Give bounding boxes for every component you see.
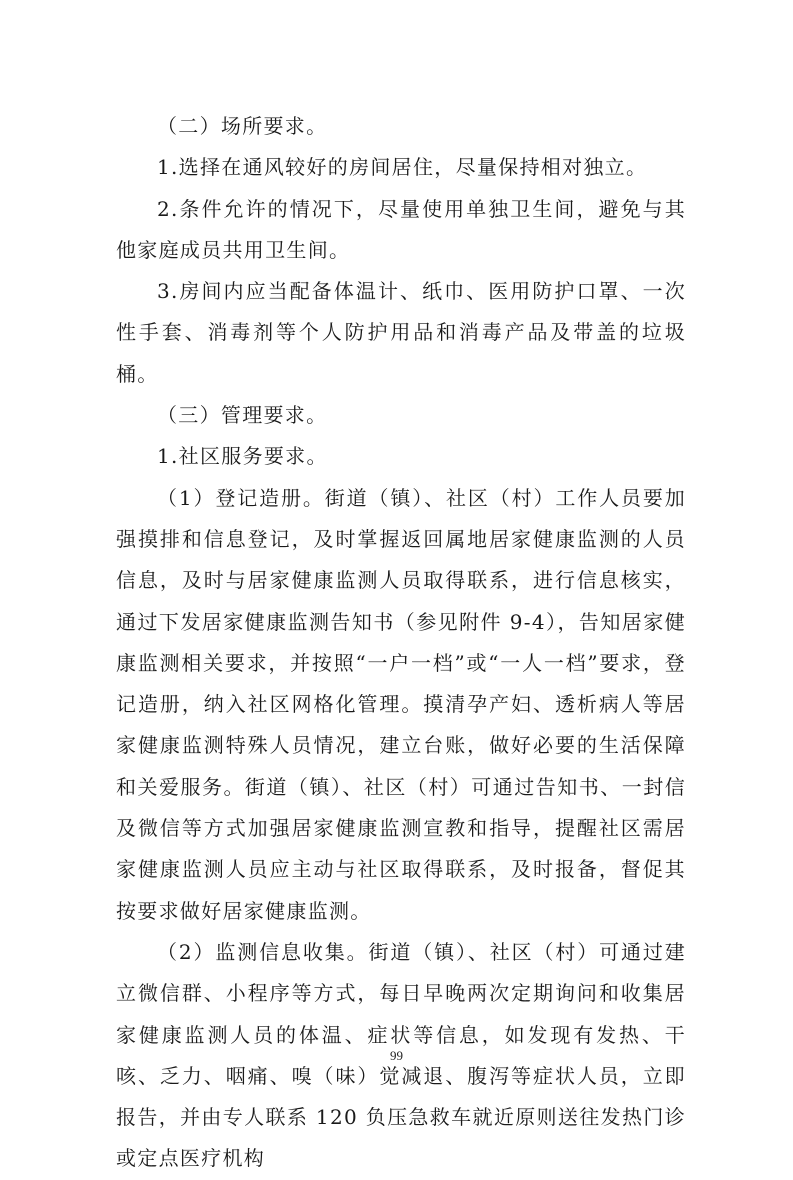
section-heading-management-requirements: （三）管理要求。 xyxy=(157,403,328,428)
page-number: 99 xyxy=(390,1048,403,1063)
paragraph-registration: （1）登记造册。街道（镇）、社区（村）工作人员要加强摸排和信息登记，及时掌握返回属地居家健康监测的人员信息，及时与居家健康监测人员取得联系，进行信息核实，通过下发居家健康监测告知书（参见附件 9-4），告知居家健康监测相关要求，并按照“一户一档”或“一人一档”要求，登记造册，纳入社区网格化管理。摸清孕产妇、透析病人等居家健康监测特殊人员情况，建立台账，做好必要的生活保障和关爱服务。街道（镇）、社区（村）可通过告知书、一封信及微信等方式加强居家健康监测宣教和指导，提醒社区需居家健康监测人员应主动与社区取得联系，及时报备，督促其按要求做好居家健康监测。 xyxy=(116,485,686,923)
paragraph-item-2: 2.条件允许的情况下，尽量使用单独卫生间，避免与其他家庭成员共用卫生间。 xyxy=(116,196,686,262)
document-body xyxy=(116,106,686,1180)
section-heading-venue-requirements: （二）场所要求。 xyxy=(157,114,328,138)
paragraph-community-service: 1.社区服务要求。 xyxy=(157,444,328,469)
paragraph-item-1: 1.选择在通风较好的房间居住，尽量保持相对独立。 xyxy=(157,155,648,180)
paragraph-item-3: 3.房间内应当配备体温计、纸巾、医用防护口罩、一次性手套、消毒剂等个人防护用品和消毒产品及带盖的垃圾桶。 xyxy=(116,279,686,386)
paragraph-monitoring-info: （2）监测信息收集。街道（镇）、社区（村）可通过建立微信群、小程序等方式，每日早晚两次定期询问和收集居家健康监测人员的体温、症状等信息，如发现有发热、干咳、乏力、咽痛、嗅（味）觉减退、腹泻等症状人员，立即报告，并由专人联系 120 负压急救车就近原则送往发热门诊或定点医疗机构 xyxy=(116,939,686,1171)
